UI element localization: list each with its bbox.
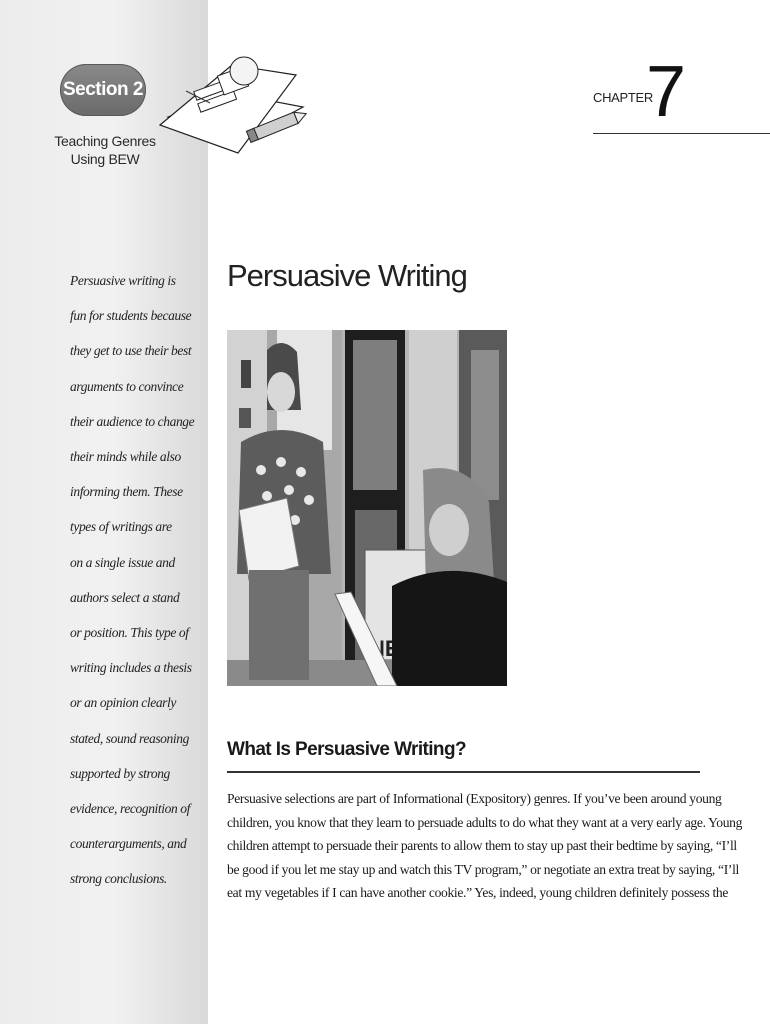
body-line: eat my vegetables if I can have another cookie.” Yes, indeed, young children definitely possess the [227,885,729,900]
page-title: Persuasive Writing [227,258,467,293]
quote-line: supported by strong [70,765,170,781]
chapter-divider [593,133,770,134]
section-label: Section 2 [63,79,143,100]
quote-line: informing them. These [70,484,183,500]
quote-line: counterarguments, and [70,836,187,852]
quote-line: arguments to convince [70,378,184,394]
classroom-photo [227,330,507,686]
quote-line: strong conclusions. [70,871,167,887]
papers-and-pencil-illustration [158,45,308,160]
quote-line: their minds while also [70,449,181,465]
quote-line: stated, sound reasoning [70,730,189,746]
quote-line: fun for students because [70,308,192,324]
body-line: children, you know that they learn to persuade adults to do what they want at a very early age. Young [227,814,743,830]
quote-line: on a single issue and [70,554,175,570]
body-line: children attempt to persuade their parents to allow them to stay up past their bedtime by saying, “I’ll [227,838,737,853]
sidebar-quote [70,263,208,897]
quote-line: writing includes a thesis [70,660,192,676]
quote-line: authors select a stand [70,589,180,605]
quote-line: Persuasive writing is [70,273,176,288]
section-subtitle-line-2: Using BEW [70,151,140,167]
quote-line: evidence, recognition of [70,801,190,817]
quote-line: or an opinion clearly [70,695,176,711]
section-heading: What Is Persuasive Writing? [227,739,466,760]
chapter-label: CHAPTER [593,90,654,105]
quote-line: or position. This type of [70,625,189,641]
section-subtitle-line-1: Teaching Genres [54,133,156,149]
chapter-number: 7 [646,52,684,132]
quote-line: their audience to change [70,413,195,429]
section-divider [227,771,700,773]
body-line: Persuasive selections are part of Informational (Expository) genres. If you’ve been around young [227,791,722,806]
section-subtitle [40,132,170,168]
body-line: be good if you let me stay up and watch this TV program,” or negotiate an extra treat by saying, “I’ll [227,861,739,877]
section-badge [60,64,146,116]
quote-line: they get to use their best [70,343,192,359]
quote-line: types of writings are [70,519,172,535]
body-paragraph [227,787,743,905]
